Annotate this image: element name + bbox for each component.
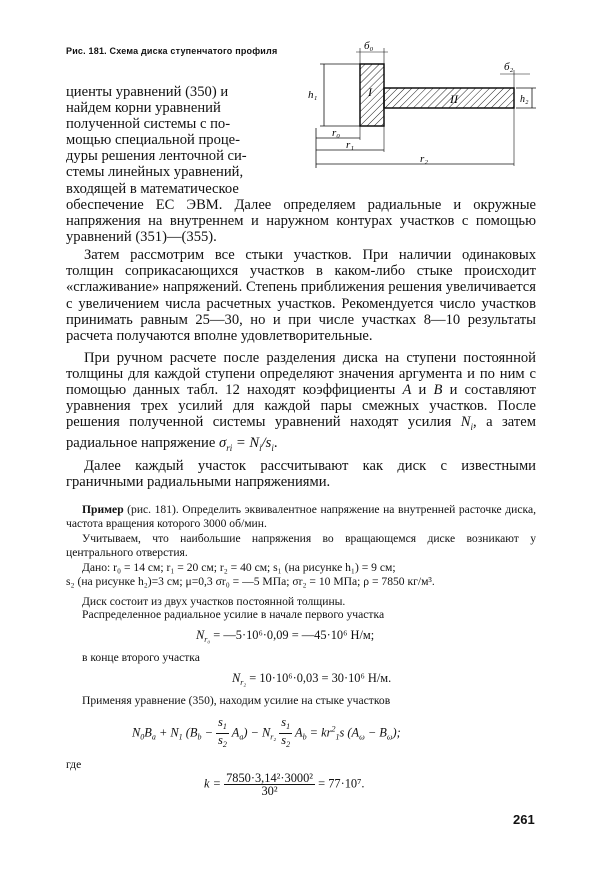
example-block bbox=[66, 503, 536, 622]
paragraph-joints: Затем рассмотрим все стыки участков. При наличии одинаковых толщин соприкасающихся участков в каком-либо стыке происходит «сглаживание» напряжений. Степень приближения решения увеличивается с увеличением числа расчетных участков. Рекомендуется число участков принимать равным 25—30, но и при числе участках 8—10 результаты расчета получаются вполне удовлетворительные. bbox=[66, 247, 536, 344]
text-line: дуры решения ленточной си- bbox=[66, 148, 247, 165]
equation-k: k = $\frac{\text{7850·3,14²·3000²}}{\text{30²}}$ = 77·10⁷. bbox=[204, 771, 365, 798]
where-label: где bbox=[66, 758, 82, 771]
label-r1: r₁ bbox=[346, 139, 355, 151]
text-line: найдем корни уравнений bbox=[66, 100, 221, 117]
label-section-one: I bbox=[368, 85, 372, 99]
text-line: циенты уравнений (350) и bbox=[66, 84, 229, 100]
label-section-two: II bbox=[450, 92, 458, 106]
paragraph-continue: обеспечение ЕС ЭВМ. Далее определяем радиальные и окружные напряжения на внутреннем и наружном контурах участков с помощью уравнений (351)—(355). bbox=[66, 197, 536, 246]
equation-nr0: $N_{r_0}$ = —5·10⁶·0,09 = —45·10⁶ Н/м; bbox=[196, 628, 375, 644]
example-apply: Применяя уравнение (350), находим усилие на стыке участков bbox=[82, 694, 391, 707]
example-end-second: в конце второго участка bbox=[82, 651, 200, 664]
main-text bbox=[66, 197, 536, 490]
page-number: 261 bbox=[513, 812, 535, 827]
text-line: стемы линейных уравнений, bbox=[66, 164, 244, 181]
example-distributed: Распределенное радиальное усилие в начале первого участка bbox=[82, 608, 385, 622]
example-given-a: Дано: r₀ = 14 см; r₁ = 20 см; r₂ = 40 см; s₁ (на рисунке h₁) = 9 см; bbox=[82, 561, 396, 575]
label-r0: r₀ bbox=[332, 127, 341, 139]
section-one bbox=[360, 64, 384, 126]
figure-caption: Рис. 181. Схема диска ступенчатого профиля bbox=[66, 46, 278, 56]
example-intro: Пример (рис. 181). Определить эквивалентное напряжение на внутренней расточке диска, частота вращения которого 3000 об/мин. bbox=[66, 503, 536, 530]
label-b0: б₀ bbox=[364, 40, 374, 52]
equation-joint: $N_0B_a + N_1$ ($B_b$ − $\frac{s_1}{s_2}$ $A_a) - N_{r_2}$ $\frac{s_1}{s_2}$ $A_b = kr^2_1s$ $(A_\omega - B_\omega)$; bbox=[132, 715, 401, 749]
example-note: Учитываем, что наибольшие напряжения во вращающемся диске возникают у центрального отверстия. bbox=[66, 532, 536, 559]
example-sections: Диск состоит из двух участков постоянной толщины. bbox=[82, 594, 346, 608]
left-column-text bbox=[66, 84, 272, 197]
disk-profile-figure bbox=[290, 40, 540, 180]
text-line: входящей в математическое bbox=[66, 180, 239, 197]
label-b2: б₂ bbox=[504, 61, 514, 73]
label-h1: h₁ bbox=[308, 89, 318, 101]
text-line: полученной системы с по- bbox=[66, 116, 231, 133]
equation-nr2: $N_{r_2} = 10\cdot 10^6\cdot 0,03 = 30\cdot 10^6$ Н/м. bbox=[232, 671, 392, 687]
label-r2: r₂ bbox=[420, 153, 429, 165]
text-line: мощью специальной проце- bbox=[66, 132, 241, 149]
paragraph-further: Далее каждый участок рассчитывают как диск с известными граничными радиальными напряжениями. bbox=[66, 458, 536, 491]
example-given-b: s₂ (на рисунке h₂)=3 см; μ=0,3 σr₀ = —5 МПа; σr₂ = 10 МПа; ρ = 7850 кг/м³. bbox=[66, 574, 435, 588]
label-h2: h₂ bbox=[520, 94, 529, 105]
section-two bbox=[384, 88, 514, 108]
paragraph-manual: При ручном расчете после разделения диска на ступени постоянной толщины для каждой ступени определяют значения аргумента и по ним с помощью данных табл. 12 находят коэффициенты A и B и составляют уравнения трех усилий для каждой пары смежных участков. После решения полученной системы уравнений находят усилия $N_i$, а затем радиальное напряжение $\sigma_{ri} = N_i/s_i$. bbox=[66, 349, 536, 454]
